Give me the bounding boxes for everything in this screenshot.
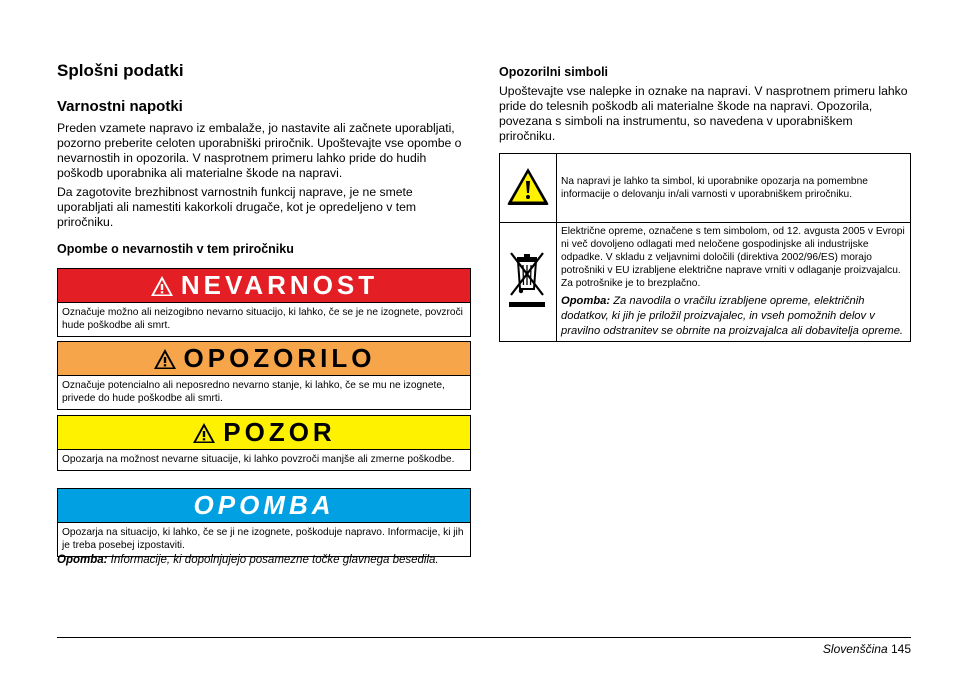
hazard-description: Opozarja na možnost nevarne situacije, ki lahko povzroči manjše ali zmerne poškodbe. [58,449,470,470]
warning-triangle-icon [506,166,550,206]
weee-note [561,294,906,339]
hazard-bar-notice [58,489,470,522]
table-row [500,154,911,223]
hazard-box-notice [57,488,471,557]
crossed-out-bin-icon [507,249,549,311]
footer [823,642,911,656]
hazard-box-caution [57,415,471,471]
note-text: Informacije, ki dopolnjujejo posamezne točke glavnega besedila. [107,554,439,566]
hazard-label: NEVARNOST [180,270,379,300]
hazard-bar-warning [58,342,470,375]
hazard-bar-danger [58,269,470,302]
symbols-table [499,153,911,342]
hazard-description: Označuje možno ali neizogibno nevarno situacijo, ki lahko, če se je ne izognete, povzroči hude poškodbe ali smrt. [58,302,470,336]
table-row [500,223,911,342]
weee-text: Električne opreme, označene s tem simbolom, od 12. avgusta 2005 v Evropi ni več dovoljeno odlagati med neločene gospodinjske ali industrijske odpadke. V skladu z veljavnimi določili (direktiva 2002/96/ES) morajo potrošniki v EU izrabljene električne naprave vrniti v odlaganje proizvajalcu. Za potrošnike je to brezplačno. [561,226,905,289]
symbol-cell [500,223,557,342]
warning-triangle-icon [153,348,177,370]
symbol-description: Na napravi je lahko ta simbol, ki uporabnike opozarja na pomembne informacije o delovanju in/ali varnosti v uporabniškem priročniku. [557,154,911,223]
warning-triangle-icon [192,422,216,444]
note-paragraph [57,553,471,568]
hazard-description: Označuje potencialno ali neposredno nevarno stanje, ki lahko, če se mu ne izognete, privede do hude poškodbe ali smrti. [58,375,470,409]
note-text: Za navodila o vračilu izrabljene opreme, električnih dodatkov, ki jih je priložil proizvajalec, in vseh pomožnih delov v pravilno odstranitev se obrnite na proizvajalca ali dobavitelja opreme. [561,295,904,337]
hazard-bar-caution [58,416,470,449]
hazard-description: Opozarja na situacijo, ki lahko, če se ji ne izognete, poškoduje napravo. Informacije, ki jih je treba posebej izpostaviti. [58,522,470,556]
safety-paragraph-2: Da zagotovite brezhibnost varnostnih funkcij naprave, je ne smete uporabljati ali namestiti kakorkoli drugače, kot je opredeljeno v tem priročniku. [57,185,417,229]
hazard-label: OPOMBA [193,490,335,520]
hazard-label: OPOZORILO [183,343,376,373]
note-label: Opomba: [561,295,611,307]
footer-divider [57,637,911,638]
safety-paragraph-1: Preden vzamete napravo iz embalaže, jo nastavite ali začnete uporabljati, pozorno preberite celoten uporabniški priročnik. Upoštevajte vse opombe o nevarnostih in opozorila. V nasprotnem primeru lahko pride do hudih poškodb uporabnika ali materialne škode na napravi. [57,121,462,180]
page-number: 145 [890,642,911,656]
safety-heading: Varnostni napotki [57,98,183,115]
warning-triangle-icon [150,275,174,297]
footer-language: Slovenščina [822,642,888,656]
note-label: Opomba: [57,554,108,566]
hazard-box-warning [57,341,471,410]
symbols-intro: Upoštevajte vse nalepke in oznake na napravi. V nasprotnem primeru lahko pride do telesnih poškodb ali materialne škode na napravi. Opozorila, povezana s simboli na instrumentu, so navedena v uporabniškem priročniku. [499,84,908,143]
hazard-heading: Opombe o nevarnostih v tem priročniku [57,242,294,256]
hazard-label: POZOR [223,417,336,447]
symbol-cell [500,154,557,223]
page-title: Splošni podatki [57,61,184,80]
symbols-heading: Opozorilni simboli [499,65,609,79]
symbol-description [557,223,911,342]
hazard-box-danger [57,268,471,337]
